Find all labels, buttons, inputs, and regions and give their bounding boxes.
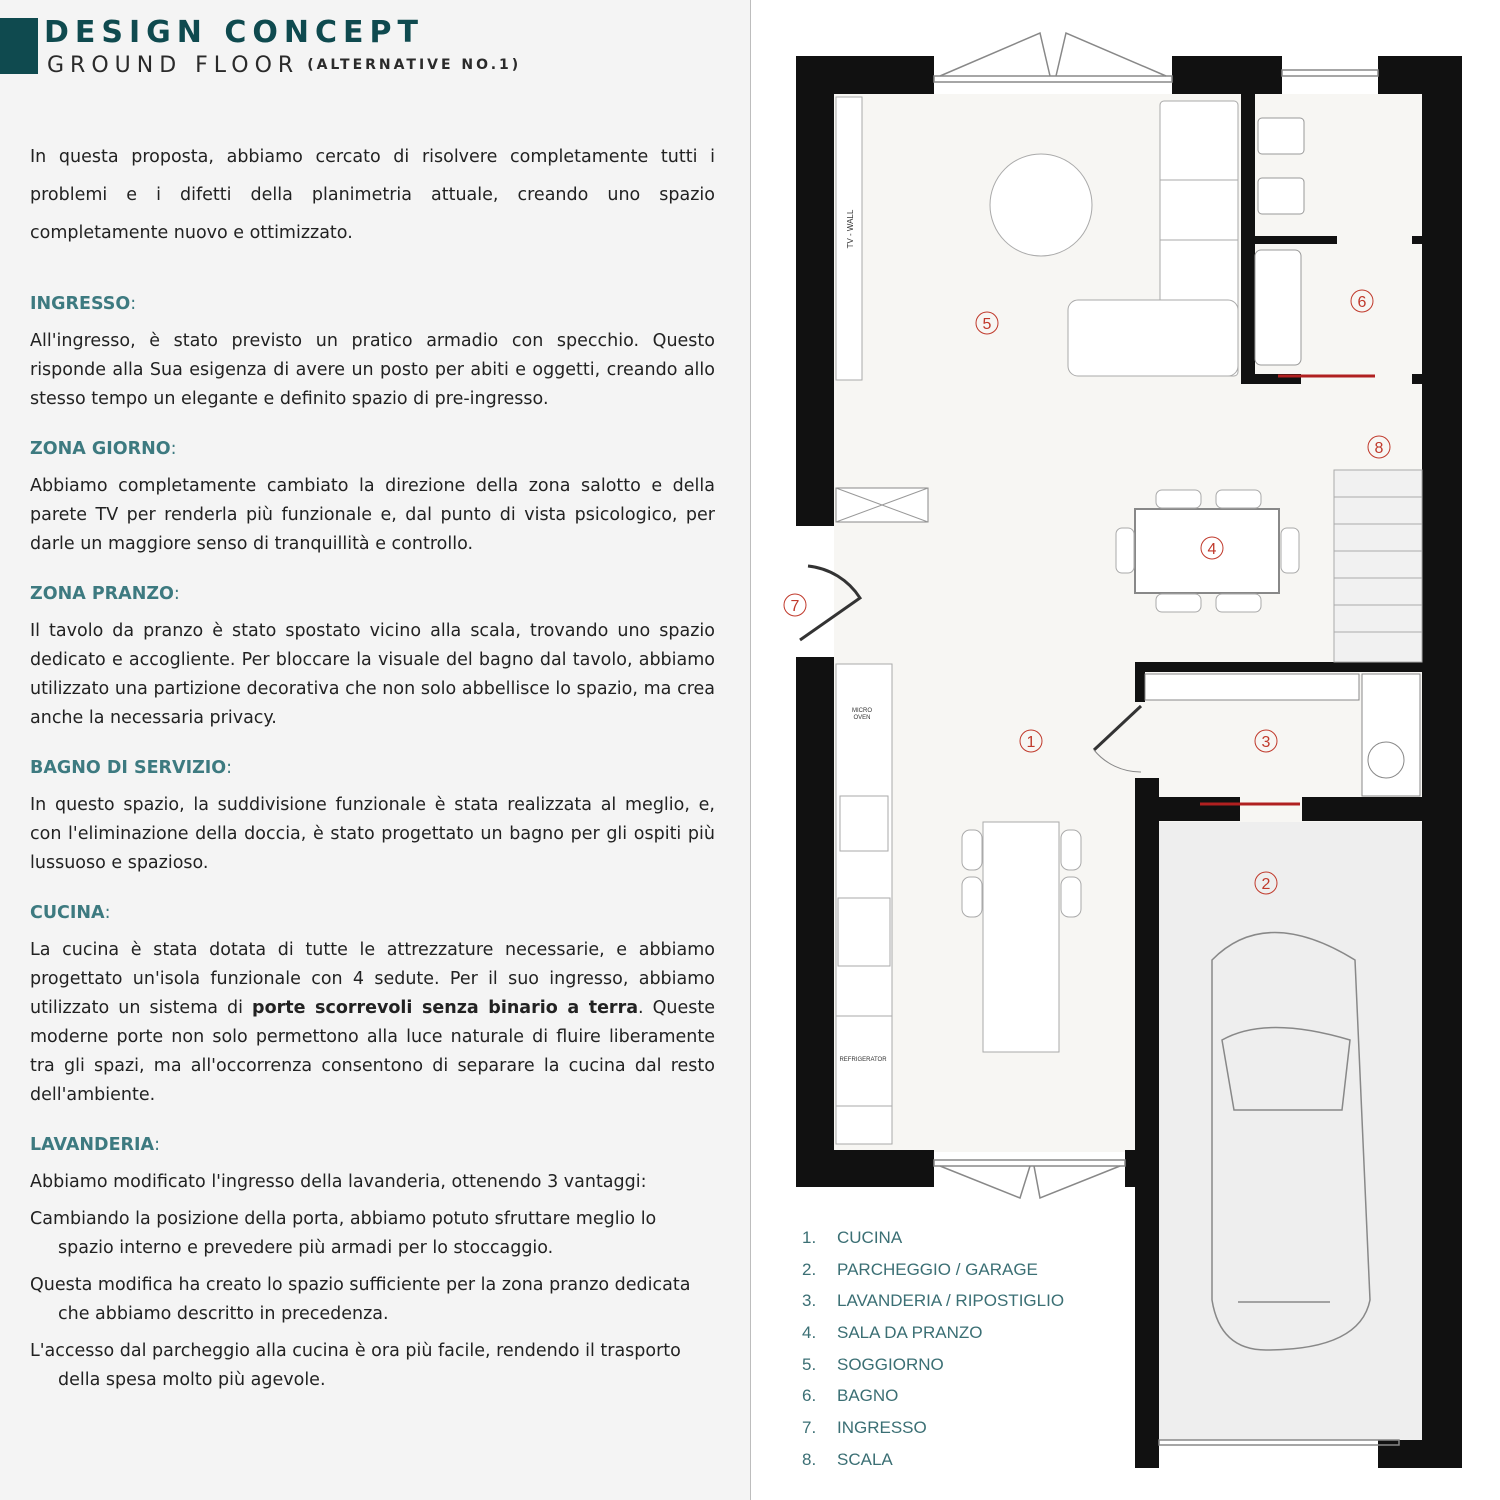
sofa-chaise [1068, 300, 1238, 376]
washing-machine [1368, 742, 1404, 778]
chair [1156, 594, 1201, 612]
section-text-lavanderia: Abbiamo modificato l'ingresso della lavanderia, ottenendo 3 vantaggi: [30, 1172, 647, 1192]
section-heading-zona-pranzo: ZONA PRANZO: [30, 584, 180, 604]
window-sashes-bottom [940, 1166, 1120, 1198]
chair [1216, 594, 1261, 612]
section-text-zona-giorno: Abbiamo completamente cambiato la direzione della zona salotto e della parete TV per renderla più funzionale e, dal punto di vista psicologico, per darle un maggiore senso di tranquillità e controllo. [30, 476, 715, 554]
lavanderia-point: L'accesso dal parcheggio alla cucina è ora più facile, rendendo il trasporto della spesa molto più agevole. [30, 1341, 681, 1390]
legend-label: SCALA [837, 1449, 893, 1469]
room-marker: 3 [1261, 734, 1271, 751]
window-bottom-kitchen [934, 1160, 1125, 1166]
section-text-bagno: In questo spazio, la suddivisione funzionale è stata realizzata al meglio, e, con l'eliminazione della doccia, è stato progettato un bagno per gli ospiti più lussuoso e spazioso. [30, 795, 715, 873]
cucina-text-2: . Queste moderne porte non solo permettono alla luce naturale di fluire liberamente tra gli spazi, ma all'occorrenza consentono di separare la cucina dal resto dell'ambiente. [30, 998, 716, 1105]
legend-item [802, 1289, 1064, 1321]
heading-text: ZONA PRANZO [30, 584, 174, 604]
wall [1412, 374, 1422, 384]
wall [1145, 797, 1240, 821]
window-top-bath [1282, 70, 1378, 76]
section-heading-zona-giorno: ZONA GIORNO: [30, 439, 177, 459]
legend-label: SOGGIORNO [837, 1354, 944, 1374]
room-marker: 7 [790, 598, 800, 615]
legend-label: PARCHEGGIO / GARAGE [837, 1259, 1038, 1279]
wall [1255, 236, 1337, 244]
washbasin-unit [1255, 250, 1301, 365]
wall [1135, 662, 1422, 672]
lavanderia-point: Cambiando la posizione della porta, abbiamo potuto sfruttare meglio lo spazio interno e prevedere più armadi per lo stoccaggio. [30, 1209, 657, 1258]
legend-item [802, 1321, 1064, 1353]
legend-item [802, 1258, 1064, 1290]
legend-number: 1. [802, 1228, 817, 1247]
stool [962, 877, 982, 917]
legend-item [802, 1353, 1064, 1385]
chair [1216, 490, 1261, 508]
section-heading-bagno: BAGNO DI SERVIZIO: [30, 758, 233, 778]
section-heading-lavanderia: LAVANDERIA: [30, 1135, 160, 1155]
laundry-cabinets [1145, 674, 1359, 700]
legend-label: INGRESSO [837, 1418, 927, 1438]
page-title: DESIGN CONCEPT [44, 15, 424, 50]
room-marker: 1 [1026, 734, 1036, 751]
cooktop [838, 898, 890, 966]
window-sashes [940, 33, 1166, 76]
subtitle-text: GROUND FLOOR [47, 53, 300, 78]
section-text-ingresso: All'ingresso, è stato previsto un pratico armadio con specchio. Questo risponde alla Sua esigenza di avere un posto per abiti e oggetti, creando allo stesso tempo un elegante e definito spazio di pre-ingresso. [30, 331, 715, 409]
legend-item [802, 1448, 1064, 1480]
legend-number: 2. [802, 1259, 817, 1279]
wall [1135, 662, 1145, 702]
wall [796, 56, 834, 526]
section-heading-ingresso: INGRESSO: [30, 294, 137, 314]
wall [1125, 1150, 1135, 1187]
refrigerator-label: REFRIGERATOR [839, 1057, 887, 1063]
sink [840, 796, 888, 851]
wall [1135, 778, 1159, 1468]
kitchen-island [983, 822, 1059, 1052]
legend-number: 5. [802, 1354, 817, 1374]
heading-text: INGRESSO [30, 294, 131, 314]
room-marker: 5 [982, 316, 992, 333]
lavanderia-point: Questa modifica ha creato lo spazio sufficiente per la zona pranzo dedicata che abbiamo descritto in precedenza. [30, 1275, 691, 1324]
wall [1172, 56, 1282, 94]
toilet [1258, 118, 1304, 154]
cucina-text-bold: porte scorrevoli senza binario a terra [252, 998, 639, 1018]
heading-text: LAVANDERIA [30, 1135, 155, 1155]
room-marker: 4 [1207, 541, 1217, 558]
heading-text: ZONA GIORNO [30, 439, 171, 459]
bidet [1258, 178, 1304, 214]
room-marker: 2 [1261, 876, 1271, 893]
intro-paragraph: In questa proposta, abbiamo cercato di risolvere completamente tutti i problemi e i difetti della planimetria attuale, creando uno spazio completamente nuovo e ottimizzato. [30, 147, 715, 243]
micro-oven-label: MICRO [852, 708, 872, 714]
wall [1241, 94, 1255, 384]
legend-number: 8. [802, 1449, 817, 1469]
legend-label: LAVANDERIA / RIPOSTIGLIO [837, 1291, 1065, 1311]
legend-label: BAGNO [837, 1386, 899, 1406]
staircase [1334, 470, 1422, 662]
section-heading-cucina: CUCINA: [30, 903, 111, 923]
wall [1135, 778, 1159, 780]
stool [1061, 877, 1081, 917]
cucina-text-1: La cucina è stata dotata di tutte le attrezzature necessarie, e abbiamo progettato un'isola funzionale con 4 sedute. Per il suo ingresso, abbiamo utilizzato un sistema di [30, 940, 715, 1018]
wall [1378, 1440, 1462, 1468]
room-marker: 8 [1374, 440, 1384, 457]
kitchen-counter [836, 664, 892, 1144]
chair [1116, 528, 1134, 573]
window-top-living [934, 76, 1172, 82]
stool [962, 830, 982, 870]
wall [1422, 56, 1462, 1468]
legend-label: SALA DA PRANZO [837, 1323, 983, 1343]
stool [1061, 830, 1081, 870]
wall [1302, 797, 1422, 821]
wall [796, 1150, 934, 1187]
legend-number: 7. [802, 1418, 817, 1438]
legend-item [802, 1226, 1064, 1258]
garage-floor [1158, 822, 1422, 1440]
legend-number: 3. [802, 1291, 817, 1311]
wall [796, 56, 934, 94]
wall [1412, 236, 1422, 244]
garage-door [1159, 1440, 1399, 1445]
section-text-zona-pranzo: Il tavolo da pranzo è stato spostato vicino alla scala, trovando uno spazio dedicato e accogliente. Per bloccare la visuale del bagno dal tavolo, abbiamo utilizzato una partizione decorativa che non solo abbellisce lo spazio, ma crea anche la necessaria privacy. [30, 621, 715, 728]
chair [1281, 528, 1299, 573]
legend-item [802, 1416, 1064, 1448]
chair [1156, 490, 1201, 508]
room-marker: 6 [1357, 294, 1367, 311]
tv-wall-label: TV - WALL [846, 209, 855, 249]
stairs [1334, 470, 1422, 662]
legend-item [802, 1384, 1064, 1416]
coffee-table [990, 154, 1092, 256]
wall [796, 657, 834, 1187]
legend-number: 4. [802, 1323, 817, 1343]
room-legend [802, 1226, 1064, 1480]
alternative-label: (ALTERNATIVE NO.1) [307, 57, 522, 73]
heading-text: CUCINA [30, 903, 105, 923]
micro-oven-label: OVEN [853, 715, 871, 721]
heading-text: BAGNO DI SERVIZIO [30, 758, 227, 778]
legend-number: 6. [802, 1386, 817, 1406]
legend-label: CUCINA [837, 1228, 903, 1247]
